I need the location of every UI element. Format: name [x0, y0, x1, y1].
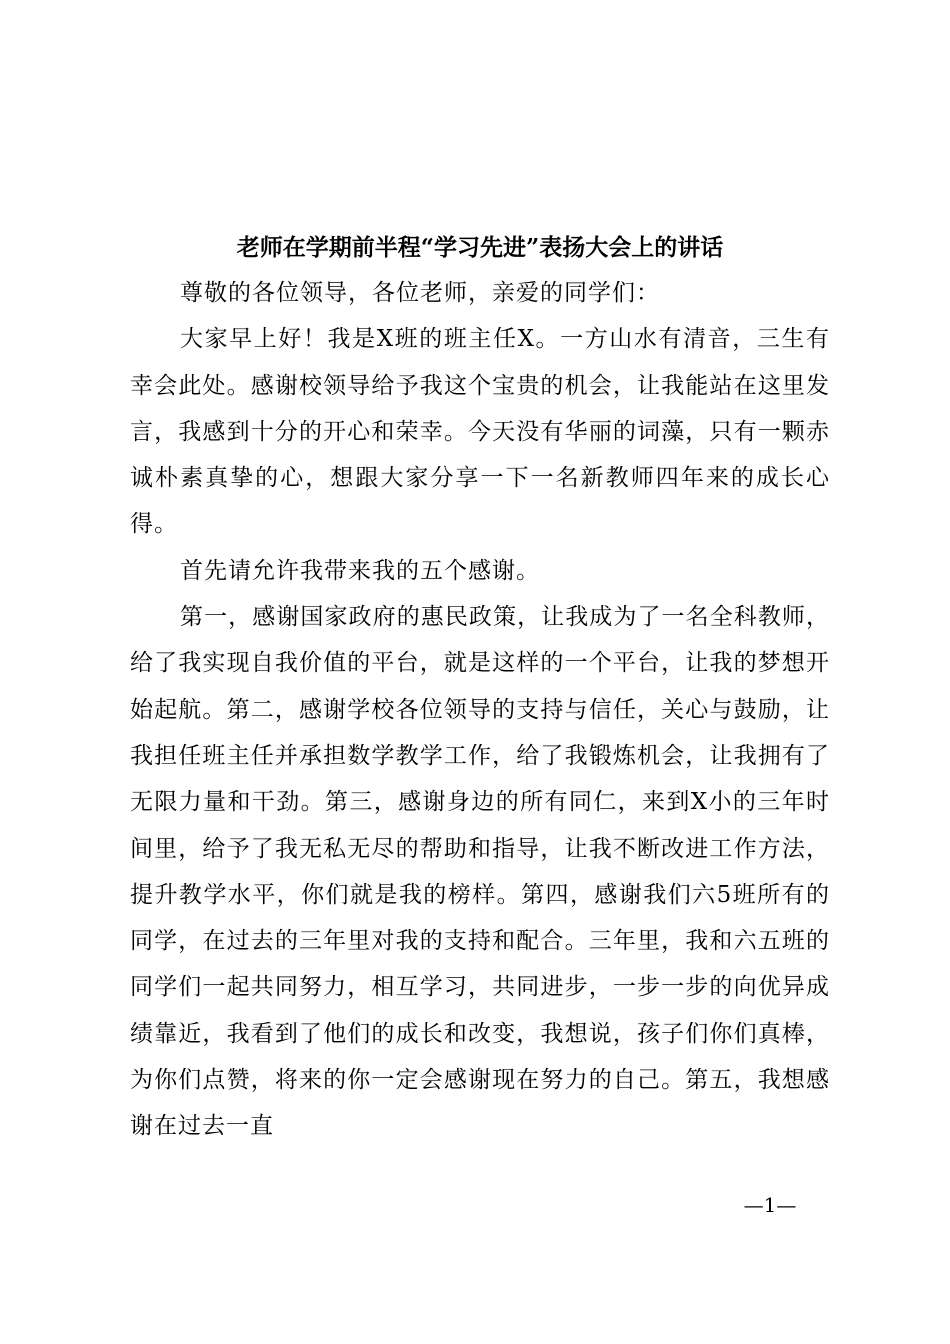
intro-paragraph: 首先请允许我带来我的五个感谢。	[180, 557, 540, 584]
salutation-paragraph: 尊敬的各位领导，各位老师，亲爱的同学们：	[180, 280, 660, 306]
page-number: —1—	[743, 1193, 797, 1217]
document-title: 老师在学期前半程“学习先进”表扬大会上的讲话	[236, 234, 724, 261]
document-body	[130, 270, 830, 1150]
greeting-paragraph: 大家早上好！我是X班的班主任X。一方山水有清音，三生有幸会此处。感谢校领导给予我这个宝贵的机会，让我能站在这里发言，我感到十分的开心和荣幸。今天没有华丽的词藻，只有一颗赤诚朴素真挚的心，想跟大家分享一下一名新教师四年来的成长心得。	[130, 326, 830, 538]
thanks-paragraph: 第一，感谢国家政府的惠民政策，让我成为了一名全科教师，给了我实现自我价值的平台，就是这样的一个平台，让我的梦想开始起航。第二，感谢学校各位领导的支持与信任，关心与鼓励，让我担任班主任并承担数学教学工作，给了我锻炼机会，让我拥有了无限力量和干劲。第三，感谢身边的所有同仁，来到X小的三年时间里，给予了我无私无尽的帮助和指导，让我不断改进工作方法，提升教学水平，你们就是我的榜样。第四，感谢我们六5班所有的同学，在过去的三年里对我的支持和配合。三年里，我和六五班的同学们一起共同努力，相互学习，共同进步，一步一步的向优异成绩靠近，我看到了他们的成长和改变，我想说，孩子们你们真棒，为你们点赞，将来的你一定会感谢现在努力的自己。第五，我想感谢在过去一直	[130, 604, 830, 1140]
